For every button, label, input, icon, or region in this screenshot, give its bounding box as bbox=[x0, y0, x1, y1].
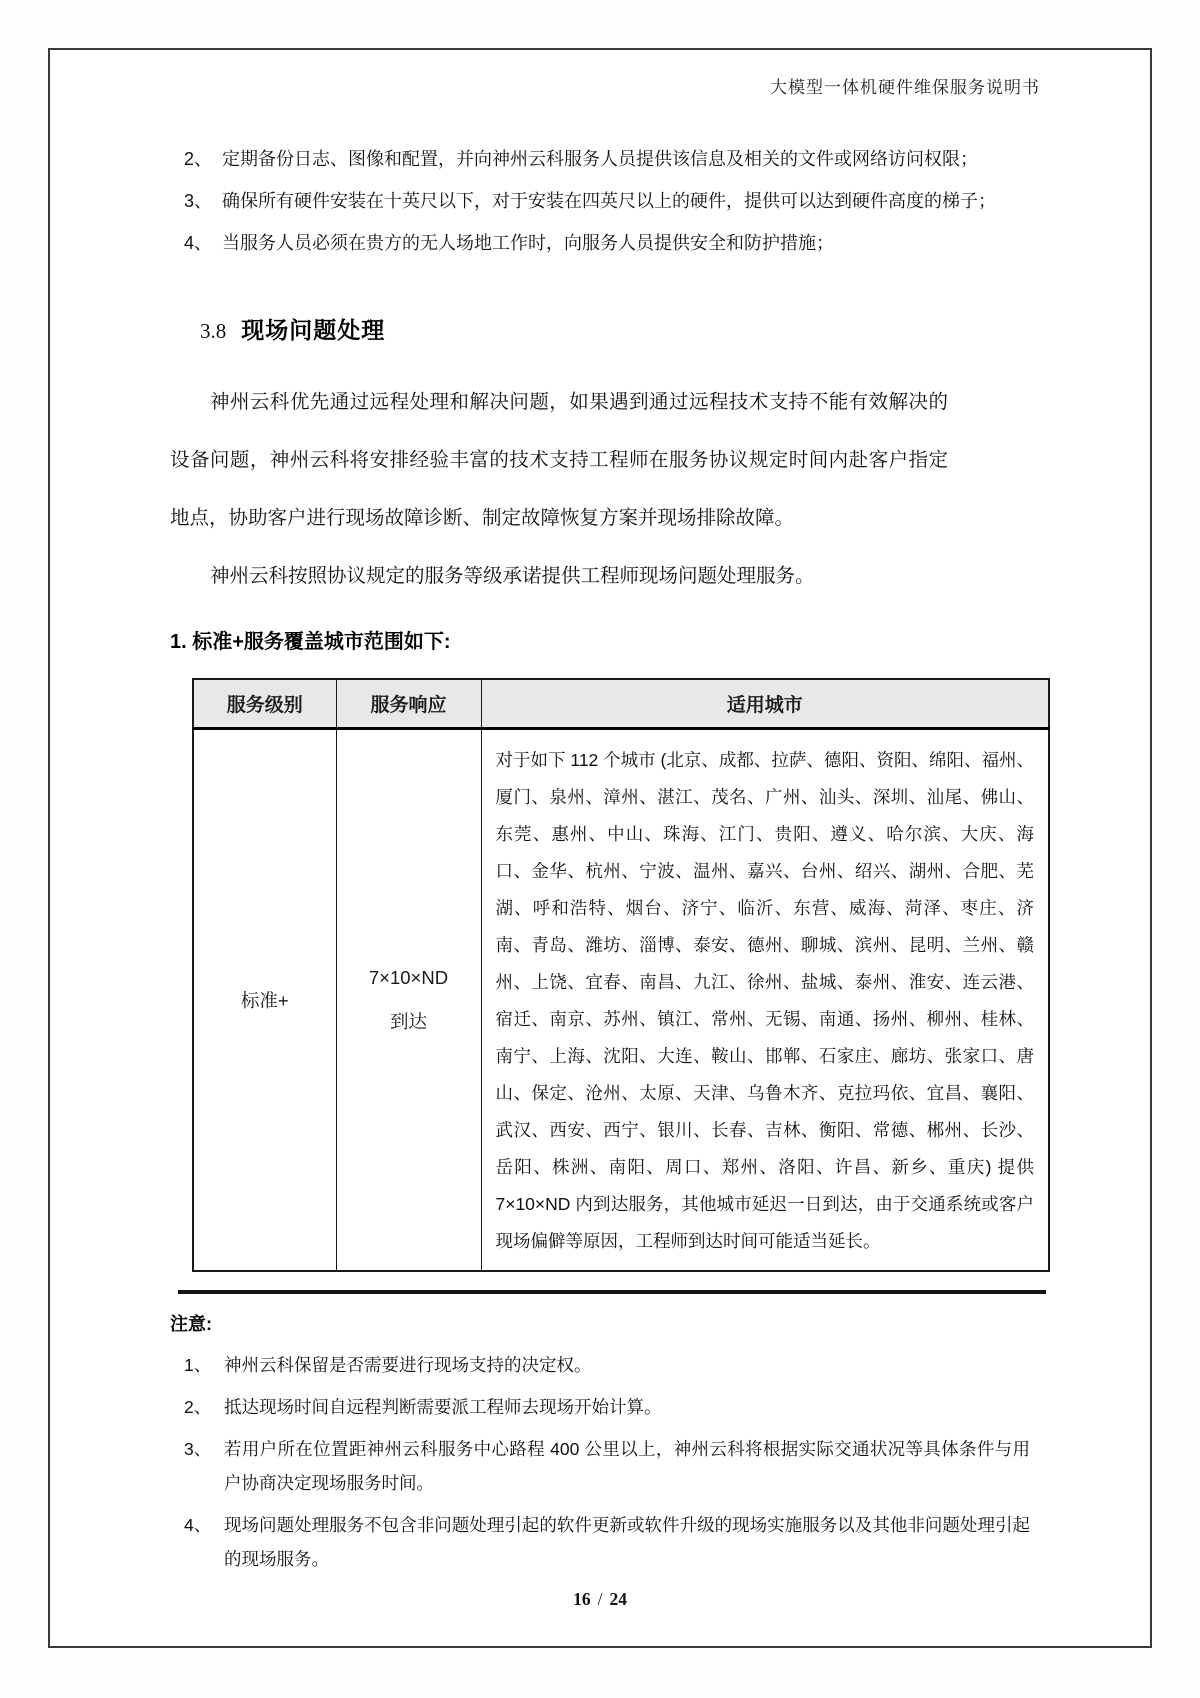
note-item-text: 若用户所在位置距神州云科服务中心路程 400 公里以上，神州云科将根据实际交通状况等具体条件与用户协商决定现场服务时间。 bbox=[224, 1439, 1030, 1493]
page-number-separator: / bbox=[597, 1589, 603, 1609]
cell-applicable-cities: 对于如下 112 个城市 (北京、成都、拉萨、德阳、资阳、绵阳、福州、厦门、泉州、漳州、湛江、茂名、广州、汕头、深圳、汕尾、佛山、东莞、惠州、中山、珠海、江门、贵阳、遵义、哈尔滨、大庆、海口、金华、杭州、宁波、温州、嘉兴、台州、绍兴、湖州、合肥、芜湖、呼和浩特、烟台、济宁、临沂、东营、威海、菏泽、枣庄、济南、青岛、潍坊、淄博、泰安、德州、聊城、滨州、昆明、兰州、赣州、上饶、宜春、南昌、九江、徐州、盐城、泰州、淮安、连云港、宿迁、南京、苏州、镇江、常州、无锡、南通、扬州、柳州、桂林、南宁、上海、沈阳、大连、鞍山、邯郸、石家庄、廊坊、张家口、唐山、保定、沧州、太原、天津、乌鲁木齐、克拉玛依、宜昌、襄阳、武汉、西安、西宁、银川、长春、吉林、衡阳、常德、郴州、长沙、岳阳、株洲、南阳、周口、郑州、洛阳、许昌、新乡、重庆) 提供 7×10×ND 内到达服务，其他城市延迟一日到达，由于交通系统或客户现场偏僻等原因，工程师到达时间可能适当延长。 bbox=[481, 729, 1049, 1272]
table-row bbox=[193, 729, 1049, 1272]
list-item bbox=[170, 180, 1040, 222]
note-item-text: 神州云科保留是否需要进行现场支持的决定权。 bbox=[224, 1355, 592, 1375]
body-paragraph-2: 神州云科按照协议规定的服务等级承诺提供工程师现场问题处理服务。 bbox=[210, 565, 815, 587]
list-item-text: 确保所有硬件安装在十英尺以下，对于安装在四英尺以上的硬件，提供可以达到硬件高度的梯子； bbox=[222, 191, 996, 211]
note-item bbox=[170, 1390, 1040, 1424]
list-item bbox=[170, 138, 1040, 180]
note-item bbox=[170, 1432, 1040, 1500]
table-header-row bbox=[193, 679, 1049, 729]
body-paragraph-1: 神州云科优先通过远程处理和解决问题，如果遇到通过远程技术支持不能有效解决的设备问题，神州云科将安排经验丰富的技术支持工程师在服务协议规定时间内赴客户指定地点，协助客户进行现场故障诊断、制定故障恢复方案并现场排除故障。 bbox=[170, 391, 948, 529]
note-item-number: 4、 bbox=[184, 1515, 212, 1535]
list-item-number: 2、 bbox=[184, 149, 213, 169]
note-item-number: 3、 bbox=[184, 1439, 212, 1459]
note-item-text: 抵达现场时间自远程判断需要派工程师去现场开始计算。 bbox=[224, 1397, 662, 1417]
coverage-table bbox=[192, 678, 1050, 1272]
section-heading bbox=[200, 312, 1040, 345]
notes-list bbox=[170, 1348, 1040, 1576]
list-item-text: 当服务人员必须在贵方的无人场地工作时，向服务人员提供安全和防护措施； bbox=[222, 233, 834, 253]
obligation-list bbox=[170, 138, 1040, 264]
section-title: 现场问题处理 bbox=[241, 317, 386, 343]
divider-rule bbox=[178, 1290, 1046, 1294]
document-page bbox=[48, 48, 1152, 1648]
page-footer bbox=[50, 1589, 1150, 1610]
page-number-current: 16 bbox=[573, 1589, 591, 1609]
header-applicable-cities: 适用城市 bbox=[481, 679, 1049, 729]
service-response-line1: 7×10×ND bbox=[368, 967, 449, 988]
page-content bbox=[50, 50, 1150, 1646]
cell-service-level: 标准+ bbox=[193, 729, 336, 1272]
list-item-text: 定期备份日志、图像和配置，并向神州云科服务人员提供该信息及相关的文件或网络访问权限； bbox=[222, 149, 978, 169]
section-number: 3.8 bbox=[200, 319, 227, 343]
note-item-number: 1、 bbox=[184, 1355, 212, 1375]
header-service-level: 服务级别 bbox=[193, 679, 336, 729]
page-number-total: 24 bbox=[609, 1589, 627, 1609]
service-response-line2: 到达 bbox=[389, 1011, 427, 1032]
list-item bbox=[170, 222, 1040, 264]
notes-label: 注意: bbox=[170, 1314, 212, 1334]
cell-service-response bbox=[336, 729, 481, 1272]
list-item-number: 4、 bbox=[184, 233, 213, 253]
note-item-number: 2、 bbox=[184, 1397, 212, 1417]
list-item-number: 3、 bbox=[184, 191, 213, 211]
header-service-response: 服务响应 bbox=[336, 679, 481, 729]
coverage-heading: 1. 标准+服务覆盖城市范围如下: bbox=[170, 631, 451, 653]
note-item bbox=[170, 1348, 1040, 1382]
doc-header-title: 大模型一体机硬件维保服务说明书 bbox=[770, 78, 1040, 97]
note-item bbox=[170, 1508, 1040, 1576]
note-item-text: 现场问题处理服务不包含非问题处理引起的软件更新或软件升级的现场实施服务以及其他非问题处理引起的现场服务。 bbox=[224, 1515, 1030, 1569]
